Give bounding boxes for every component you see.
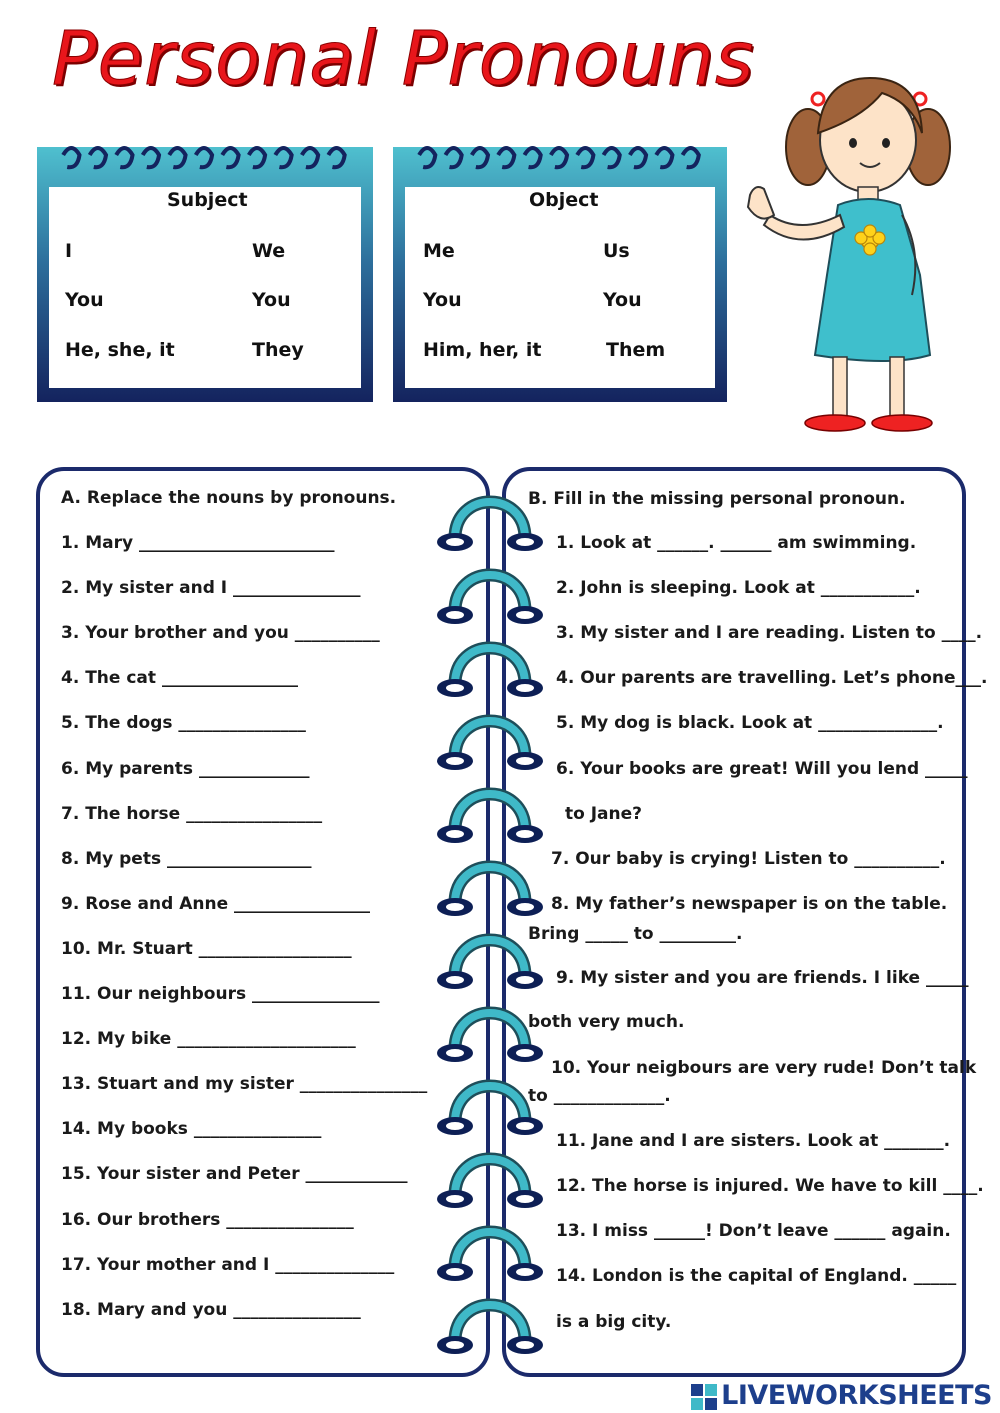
subject-card	[37, 147, 373, 402]
exercise-a-item: 1. Mary _______________________	[61, 533, 335, 553]
exercise-b-item: 6. Your books are great! Will you lend _____	[556, 759, 968, 779]
exercise-a-item: 13. Stuart and my sister _______________	[61, 1074, 428, 1095]
object-card	[393, 147, 727, 402]
exercise-b-item: 11. Jane and I are sisters. Look at _______.	[556, 1131, 951, 1151]
exercise-a-item: 15. Your sister and Peter ____________	[61, 1164, 408, 1185]
pronoun-cell: He, she, it	[65, 339, 175, 361]
exercise-a-item: 8. My pets _________________	[61, 848, 312, 869]
exercise-a-item: 10. Mr. Stuart __________________	[61, 938, 352, 959]
exercise-b-item: Bring _____ to _________.	[528, 924, 743, 944]
exercise-a-item: 9. Rose and Anne ________________	[61, 893, 371, 914]
exercise-b-item: 14. London is the capital of England. _____	[556, 1266, 957, 1286]
exercise-a-item: 3. Your brother and you __________	[61, 623, 380, 644]
notebook-spiral-icon	[425, 470, 565, 1370]
exercise-a-item: 11. Our neighbours _______________	[61, 984, 380, 1004]
pronoun-cell: You	[252, 289, 291, 311]
section-a-heading: A. Replace the nouns by pronouns.	[61, 488, 397, 508]
liveworksheets-text: LIVEWORKSHEETS	[721, 1380, 992, 1411]
exercise-a-item: 4. The cat ________________	[61, 668, 298, 689]
exercise-a-item: 12. My bike _____________________	[61, 1029, 356, 1050]
section-b-heading: B. Fill in the missing personal pronoun.	[528, 489, 906, 509]
exercise-a-item: 16. Our brothers _______________	[61, 1209, 354, 1230]
exercise-b-item: 1. Look at ______. ______ am swimming.	[556, 533, 917, 553]
exercise-a-item: 17. Your mother and I ______________	[61, 1254, 395, 1275]
pronoun-cell: I	[65, 240, 73, 262]
pronoun-cell: Me	[423, 240, 455, 262]
worksheet-title: Personal Pronouns	[52, 16, 755, 102]
liveworksheets-logo	[691, 1380, 992, 1411]
exercise-a-item: 5. The dogs _______________	[61, 713, 306, 734]
exercise-b-item: is a big city.	[556, 1312, 672, 1332]
spiral-rings-icon	[411, 135, 715, 195]
section-a-panel	[36, 467, 490, 1377]
pronoun-cell: We	[252, 240, 286, 262]
exercise-b-item: 4. Our parents are travelling. Let’s phone___.	[556, 668, 988, 688]
exercise-b-item: 12. The horse is injured. We have to kill ____.	[556, 1176, 984, 1196]
exercise-b-item: 9. My sister and you are friends. I like _____	[556, 968, 969, 988]
exercise-b-item: 5. My dog is black. Look at ______________.	[556, 713, 944, 733]
subject-heading: Subject	[167, 189, 248, 211]
exercise-a-item: 6. My parents _____________	[61, 758, 310, 779]
pronoun-cell: You	[65, 289, 104, 311]
pronoun-cell: Them	[606, 339, 666, 361]
pronoun-cell: Him, her, it	[423, 339, 542, 361]
exercise-a-item: 7. The horse ________________	[61, 803, 323, 824]
exercise-b-item: to Jane?	[565, 804, 643, 824]
exercise-a-item: 14. My books _______________	[61, 1119, 322, 1140]
exercise-b-item: 7. Our baby is crying! Listen to __________.	[551, 849, 946, 869]
liveworksheets-icon	[691, 1384, 717, 1410]
girl-illustration	[730, 55, 965, 440]
spiral-rings-icon	[55, 135, 361, 195]
exercise-b-item: 3. My sister and I are reading. Listen to ____.	[556, 623, 983, 643]
exercise-b-item: 10. Your neigbours are very rude! Don’t talk	[551, 1058, 977, 1078]
exercise-b-item: to _____________.	[528, 1086, 671, 1106]
exercise-a-item: 18. Mary and you _______________	[61, 1299, 361, 1320]
pronoun-cell: You	[423, 289, 462, 311]
pronoun-cell: You	[603, 289, 642, 311]
pronoun-cell: Us	[603, 240, 630, 262]
exercise-b-item: both very much.	[528, 1012, 685, 1032]
exercise-b-item: 13. I miss ______! Don’t leave ______ again.	[556, 1221, 951, 1241]
pronoun-cell: They	[252, 339, 304, 361]
object-heading: Object	[529, 189, 599, 211]
exercise-b-item: 8. My father’s newspaper is on the table.	[551, 894, 948, 914]
exercise-b-item: 2. John is sleeping. Look at ___________.	[556, 578, 921, 598]
exercise-a-item: 2. My sister and I _______________	[61, 578, 361, 599]
